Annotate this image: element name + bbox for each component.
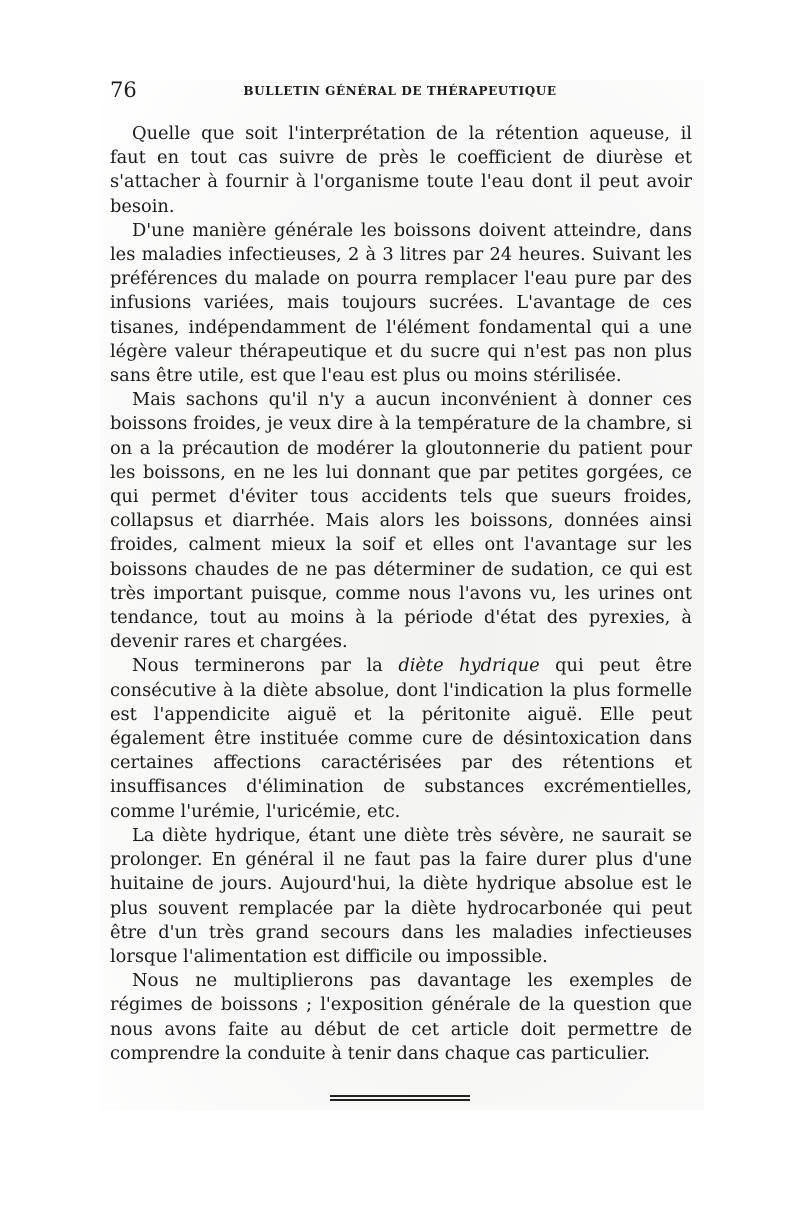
page-header [110,78,690,104]
emphasized-term: diète hydrique [398,655,540,677]
page-number: 76 [110,78,137,102]
paragraph: Nous ne multiplierons pas davantage les exemples de régimes de boissons ; l'exposition générale de la question que nous avons faite au début de cet article doit permettre de comprendre la conduite à tenir dans chaque cas particulier. [110,970,692,1064]
paragraph: Mais sachons qu'il n'y a aucun inconvénient à donner ces boissons froides, je veux dire à la température de la chambre, si on a la précaution de modérer la gloutonnerie du patient pour les boissons, en ne les lui donnant que par petites gorgées, ce qui permet d'éviter tous accidents tels que sueurs froides, collapsus et diarrhée. Mais alors les boissons, données ainsi froides, calment mieux la soif et elles ont l'avantage sur les boissons chaudes de ne pas déterminer de sudation, ce qui est très important puisque, comme nous l'avons vu, les urines ont tendance, tout au moins à la période d'état des pyrexies, à devenir rares et chargées. [110,389,692,653]
article-body [110,122,692,1066]
running-title: BULLETIN GÉNÉRAL DE THÉRAPEUTIQUE [243,84,557,98]
paragraph-text: Nous terminerons par la [132,655,399,677]
paragraph: D'une manière générale les boissons doivent atteindre, dans les maladies infectieuses, 2 à 3 litres par 24 heures. Suivant les préférences du malade on pourra remplacer l'eau pure par des infusions variées, mais toujours sucrées. L'avantage de ces tisanes, indépendamment de l'élément fondamental qui a une légère valeur thérapeutique et du sucre qui n'est pas non plus sans être utile, est que l'eau est plus ou moins stérilisée. [110,219,692,387]
paragraph: Quelle que soit l'interprétation de la rétention aqueuse, il faut en tout cas suivre de près le coefficient de diurèse et s'attacher à fournir à l'organisme toute l'eau dont il peut avoir besoin. [110,123,692,217]
paragraph: La diète hydrique, étant une diète très sévère, ne saurait se prolonger. En général il ne faut pas la faire durer plus d'une huitaine de jours. Aujourd'hui, la diète hydrique absolue est le plus souvent remplacée par la diète hydrocarbonée qui peut être d'un très grand secours dans les maladies infectieuses lorsque l'alimentation est difficile ou impossible. [110,824,692,967]
paragraph [110,654,692,823]
rule-line [330,1095,470,1097]
paragraph-text: qui peut être consécutive à la diète absolue, dont l'indication la plus formelle est l'appendicite aiguë et la péritonite aiguë. Elle peut également être instituée comme cure de désintoxication dans certaines affections caractérisées par des rétentions et insuffisances d'élimination de substances excrémentielles, comme l'urémie, l'uricémie, etc. [110,655,692,822]
section-end-rule [330,1095,470,1101]
rule-line [330,1099,470,1101]
